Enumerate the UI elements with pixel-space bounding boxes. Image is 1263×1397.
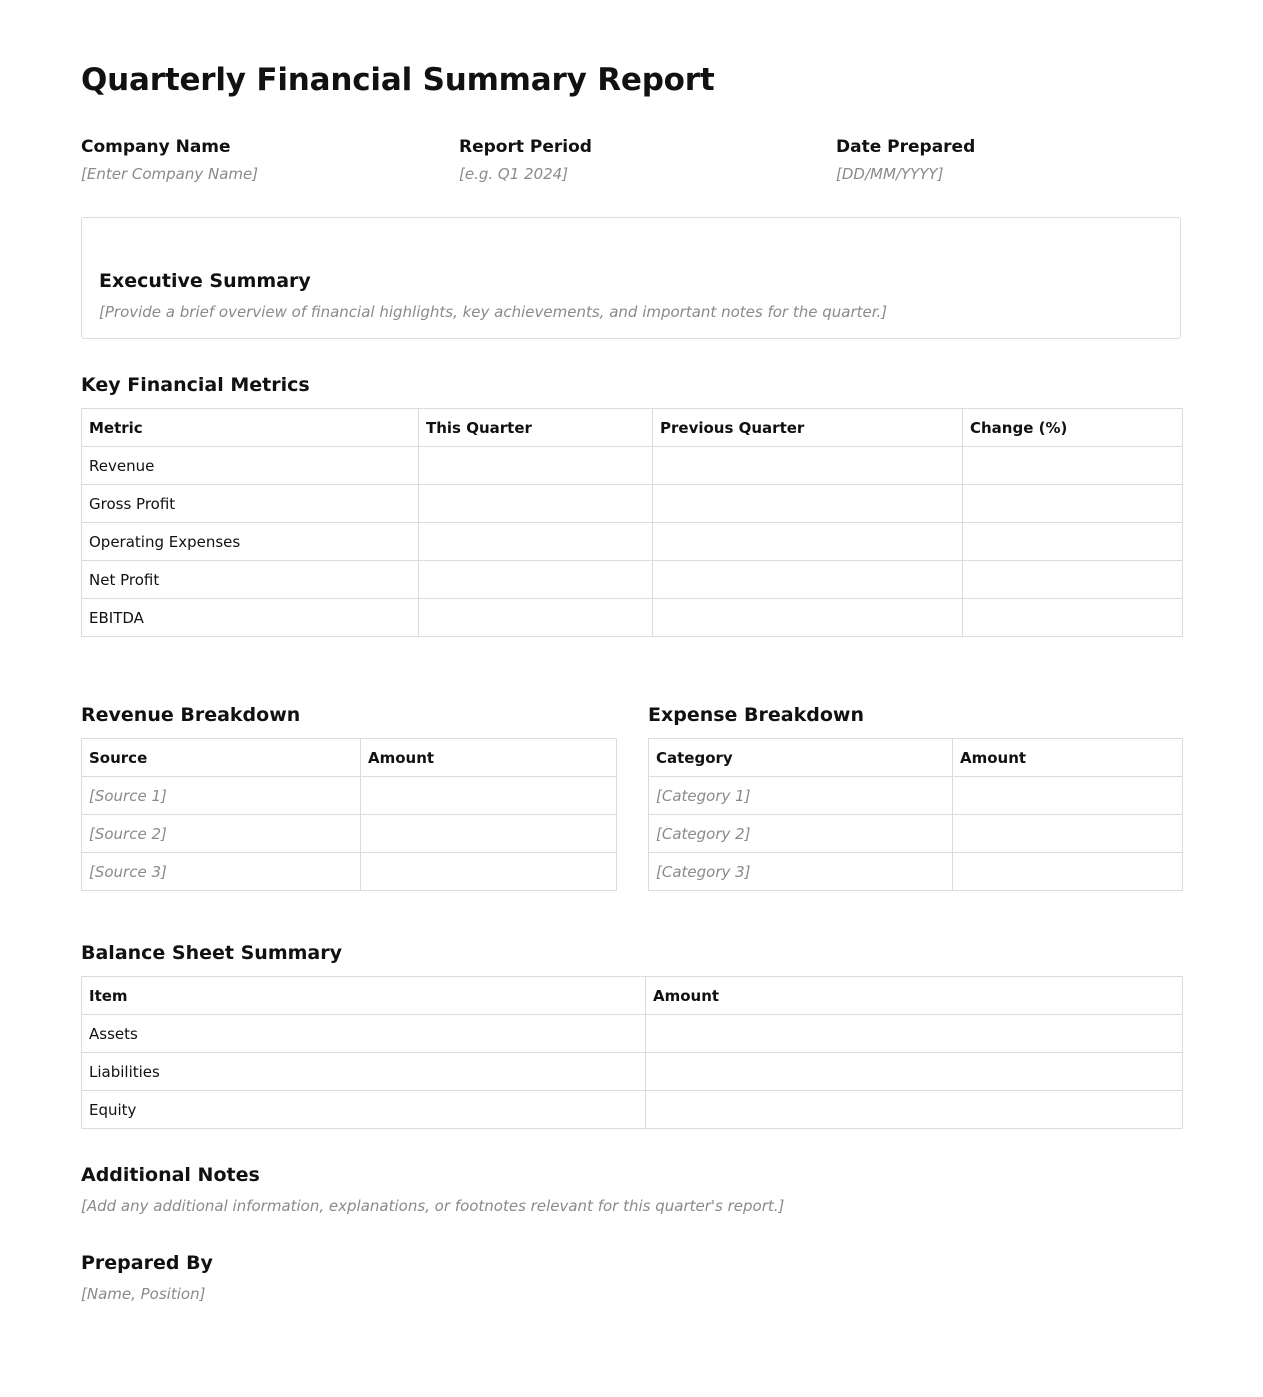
column-header-item: Item	[82, 977, 646, 1015]
amount-cell[interactable]	[361, 853, 617, 891]
expense-breakdown-heading: Expense Breakdown	[648, 704, 864, 726]
column-header-source: Source	[82, 739, 361, 777]
balance-sheet-heading: Balance Sheet Summary	[81, 942, 342, 964]
company-name-label: Company Name	[81, 137, 231, 157]
executive-summary-heading: Executive Summary	[99, 270, 311, 292]
additional-notes-heading: Additional Notes	[81, 1164, 260, 1186]
this-quarter-cell[interactable]	[419, 561, 653, 599]
previous-quarter-cell[interactable]	[653, 599, 963, 637]
column-header-this-quarter: This Quarter	[419, 409, 653, 447]
amount-cell[interactable]	[953, 853, 1183, 891]
report-period-label: Report Period	[459, 137, 592, 157]
this-quarter-cell[interactable]	[419, 447, 653, 485]
table-header-row	[649, 739, 1183, 777]
meta-company	[81, 136, 441, 184]
date-prepared-field[interactable]: [DD/MM/YYYY]	[836, 165, 944, 183]
table-row	[649, 777, 1183, 815]
table-row	[82, 1091, 1183, 1129]
column-header-metric: Metric	[82, 409, 419, 447]
prepared-by-field[interactable]: [Name, Position]	[81, 1285, 206, 1302]
executive-summary-field[interactable]: [Provide a brief overview of financial highlights, key achievements, and important notes for the quarter.]	[99, 303, 888, 321]
report-period-field[interactable]: [e.g. Q1 2024]	[459, 165, 569, 183]
revenue-breakdown-table	[81, 738, 617, 891]
company-name-field[interactable]: [Enter Company Name]	[81, 165, 259, 183]
amount-cell[interactable]	[953, 777, 1183, 815]
change-cell[interactable]	[963, 523, 1183, 561]
date-prepared-label: Date Prepared	[836, 137, 976, 157]
column-header-previous-quarter: Previous Quarter	[653, 409, 963, 447]
additional-notes-field[interactable]: [Add any additional information, explanations, or footnotes relevant for this quarter's report.]	[81, 1197, 785, 1215]
metric-cell: Gross Profit	[82, 485, 419, 523]
table-row	[82, 561, 1183, 599]
amount-cell[interactable]	[646, 1091, 1183, 1129]
table-row	[649, 815, 1183, 853]
amount-cell[interactable]	[646, 1053, 1183, 1091]
item-cell: Assets	[82, 1015, 646, 1053]
expense-breakdown-table	[648, 738, 1183, 891]
revenue-breakdown-heading: Revenue Breakdown	[81, 704, 301, 726]
table-row	[82, 599, 1183, 637]
page-title: Quarterly Financial Summary Report	[81, 62, 715, 98]
this-quarter-cell[interactable]	[419, 485, 653, 523]
table-row	[82, 853, 617, 891]
column-header-change: Change (%)	[963, 409, 1183, 447]
metric-cell: EBITDA	[82, 599, 419, 637]
key-metrics-heading: Key Financial Metrics	[81, 374, 310, 396]
table-row	[82, 777, 617, 815]
change-cell[interactable]	[963, 485, 1183, 523]
item-cell: Liabilities	[82, 1053, 646, 1091]
meta-date	[836, 136, 1196, 184]
table-header-row	[82, 977, 1183, 1015]
source-cell[interactable]: [Source 2]	[82, 815, 361, 853]
table-row	[82, 1015, 1183, 1053]
table-header-row	[82, 409, 1183, 447]
table-row	[82, 815, 617, 853]
key-metrics-table	[81, 408, 1183, 637]
change-cell[interactable]	[963, 599, 1183, 637]
this-quarter-cell[interactable]	[419, 599, 653, 637]
change-cell[interactable]	[963, 561, 1183, 599]
column-header-amount: Amount	[953, 739, 1183, 777]
source-cell[interactable]: [Source 1]	[82, 777, 361, 815]
source-cell[interactable]: [Source 3]	[82, 853, 361, 891]
executive-summary-box	[81, 217, 1181, 339]
previous-quarter-cell[interactable]	[653, 561, 963, 599]
amount-cell[interactable]	[361, 815, 617, 853]
metric-cell: Operating Expenses	[82, 523, 419, 561]
category-cell[interactable]: [Category 3]	[649, 853, 953, 891]
category-cell[interactable]: [Category 1]	[649, 777, 953, 815]
previous-quarter-cell[interactable]	[653, 447, 963, 485]
table-row	[82, 1053, 1183, 1091]
amount-cell[interactable]	[953, 815, 1183, 853]
meta-period	[459, 136, 819, 184]
column-header-amount: Amount	[361, 739, 617, 777]
prepared-by-heading: Prepared By	[81, 1252, 213, 1274]
category-cell[interactable]: [Category 2]	[649, 815, 953, 853]
table-row	[82, 447, 1183, 485]
column-header-category: Category	[649, 739, 953, 777]
change-cell[interactable]	[963, 447, 1183, 485]
previous-quarter-cell[interactable]	[653, 523, 963, 561]
previous-quarter-cell[interactable]	[653, 485, 963, 523]
this-quarter-cell[interactable]	[419, 523, 653, 561]
table-header-row	[82, 739, 617, 777]
item-cell: Equity	[82, 1091, 646, 1129]
table-row	[82, 523, 1183, 561]
amount-cell[interactable]	[646, 1015, 1183, 1053]
amount-cell[interactable]	[361, 777, 617, 815]
metric-cell: Net Profit	[82, 561, 419, 599]
table-row	[649, 853, 1183, 891]
balance-sheet-table	[81, 976, 1183, 1129]
column-header-amount: Amount	[646, 977, 1183, 1015]
metric-cell: Revenue	[82, 447, 419, 485]
table-row	[82, 485, 1183, 523]
